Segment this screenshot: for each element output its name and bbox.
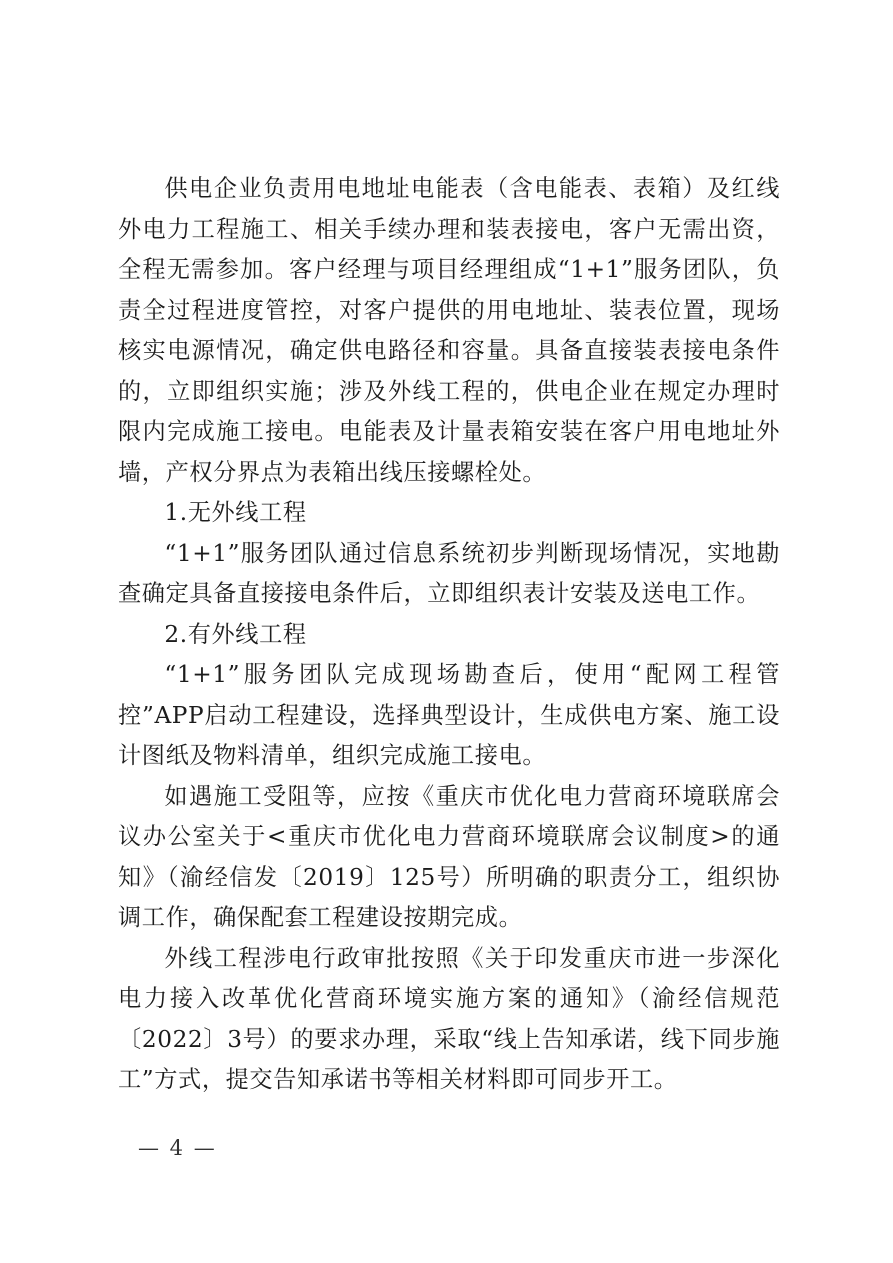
heading-with-external-line: 2.有外线工程: [164, 620, 307, 648]
paragraph-no-external-line: “1+1”服务团队通过信息系统初步判断现场情况，实地勘查确定具备直接接电条件后，立即组织表计安装及送电工作。: [118, 539, 780, 607]
paragraph-construction-obstruction: 如遇施工受阻等，应按《重庆市优化电力营商环境联席会议办公室关于<重庆市优化电力营商环境联席会议制度>的通知》（渝经信发〔2019〕125号）所明确的职责分工，组织协调工作，确保配套工程建设按期完成。: [118, 782, 780, 931]
heading-no-external-line: 1.无外线工程: [164, 499, 307, 526]
document-body: [118, 169, 780, 1101]
paragraph-administrative-approval: 外线工程涉电行政审批按照《关于印发重庆市进一步深化电力接入改革优化营商环境实施方案的通知》（渝经信规范〔2022〕3号）的要求办理，采取“线上告知承诺，线下同步施工”方式，提交告知承诺书等相关材料即可同步开工。: [118, 944, 780, 1093]
paragraph-responsibilities: 供电企业负责用电地址电能表（含电能表、表箱）及红线外电力工程施工、相关手续办理和装表接电，客户无需出资，全程无需参加。客户经理与项目经理组成“1+1”服务团队，负责全过程进度管控，对客户提供的用电地址、装表位置，现场核实电源情况，确定供电路径和容量。具备直接装表接电条件的，立即组织实施；涉及外线工程的，供电企业在规定办理时限内完成施工接电。电能表及计量表箱安装在客户用电地址外墙，产权分界点为表箱出线压接螺栓处。: [118, 175, 780, 486]
paragraph-with-external-line: “1+1”服务团队完成现场勘查后，使用“配网工程管控”APP启动工程建设，选择典型设计，生成供电方案、施工设计图纸及物料清单，组织完成施工接电。: [118, 661, 780, 769]
page-number: — 4 —: [138, 1136, 217, 1160]
